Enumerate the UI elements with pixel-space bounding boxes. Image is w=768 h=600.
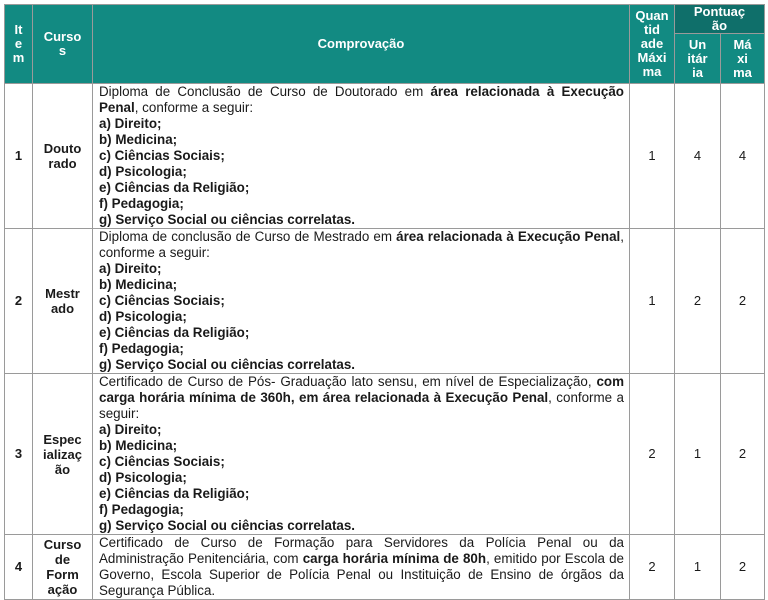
list-item: a) Direito;: [99, 422, 162, 437]
table-body: [5, 84, 765, 600]
row-description: [93, 374, 630, 535]
list-item: d) Psicologia;: [99, 470, 187, 485]
list-item: d) Psicologia;: [99, 309, 187, 324]
list-item: a) Direito;: [99, 116, 162, 131]
header-pontuacao: Pontuaç ão: [675, 5, 765, 34]
list-item: f) Pedagogia;: [99, 502, 184, 517]
desc-intro-tail: , emitido por Escola de Governo, Escola Superior de Polícia Penal ou Instituição de Ensino de órgãos da Segurança Pública.: [99, 551, 624, 598]
list-item: c) Ciências Sociais;: [99, 148, 225, 163]
header-maxima: Má xi ma: [721, 34, 765, 84]
table-row: [5, 374, 765, 535]
row-quantidade: 1: [630, 229, 675, 374]
desc-intro-bold: com carga horária mínima de 360h, em área relacionada à Execução Penal: [99, 374, 624, 405]
row-unitaria: 1: [675, 374, 721, 535]
row-curso: Douto rado: [33, 84, 93, 229]
desc-intro-bold: área relacionada à Execução Penal: [396, 229, 621, 244]
desc-intro-tail: , conforme a seguir:: [99, 229, 625, 260]
header-unitaria: Un itár ia: [675, 34, 721, 84]
desc-intro-tail: , conforme a seguir:: [99, 390, 624, 421]
row-item: 4: [5, 535, 33, 600]
desc-intro-plain: Diploma de conclusão de Curso de Mestrado em: [99, 229, 397, 244]
list-item: e) Ciências da Religião;: [99, 486, 250, 501]
list-item: e) Ciências da Religião;: [99, 180, 250, 195]
header-item: It e m: [5, 5, 33, 84]
row-item: 2: [5, 229, 33, 374]
row-description: [93, 535, 630, 600]
row-unitaria: 1: [675, 535, 721, 600]
row-curso: Mestr ado: [33, 229, 93, 374]
row-maxima: 2: [721, 374, 765, 535]
list-item: b) Medicina;: [99, 277, 178, 292]
header-comprovacao: Comprovação: [93, 5, 630, 84]
header-cursos: Curso s: [33, 5, 93, 84]
row-quantidade: 2: [630, 535, 675, 600]
row-item: 3: [5, 374, 33, 535]
desc-intro-bold: área relacionada à Execução Penal: [99, 84, 624, 115]
desc-intro-plain: Certificado de Curso de Formação para Servidores da Polícia Penal ou da Administração Penitenciária, com: [99, 535, 624, 566]
scoring-table: [4, 4, 765, 600]
list-item: a) Direito;: [99, 261, 162, 276]
row-maxima: 2: [721, 535, 765, 600]
row-description: [93, 229, 630, 374]
header-quantidade-maxima: Quan tid ade Máxi ma: [630, 5, 675, 84]
row-item: 1: [5, 84, 33, 229]
desc-intro-tail: , conforme a seguir:: [134, 100, 254, 115]
row-quantidade: 1: [630, 84, 675, 229]
list-item: b) Medicina;: [99, 132, 178, 147]
list-item: c) Ciências Sociais;: [99, 293, 225, 308]
desc-intro-plain: Certificado de Curso de Pós- Graduação lato sensu, em nível de Especialização,: [99, 374, 597, 389]
row-curso: Espec ializaç ão: [33, 374, 93, 535]
list-item: g) Serviço Social ou ciências correlatas.: [99, 212, 356, 227]
list-item: e) Ciências da Religião;: [99, 325, 250, 340]
row-quantidade: 2: [630, 374, 675, 535]
table-row: [5, 84, 765, 229]
row-unitaria: 2: [675, 229, 721, 374]
row-curso: Curso de Form ação: [33, 535, 93, 600]
row-maxima: 2: [721, 229, 765, 374]
list-item: d) Psicologia;: [99, 164, 187, 179]
list-item: c) Ciências Sociais;: [99, 454, 225, 469]
table-row: [5, 535, 765, 600]
row-unitaria: 4: [675, 84, 721, 229]
list-item: g) Serviço Social ou ciências correlatas.: [99, 357, 356, 372]
list-item: g) Serviço Social ou ciências correlatas.: [99, 518, 356, 533]
row-maxima: 4: [721, 84, 765, 229]
list-item: f) Pedagogia;: [99, 341, 184, 356]
desc-intro-plain: Diploma de Conclusão de Curso de Doutorado em: [99, 84, 431, 99]
table-row: [5, 229, 765, 374]
desc-intro-bold: carga horária mínima de 80h: [302, 551, 487, 566]
row-description: [93, 84, 630, 229]
list-item: b) Medicina;: [99, 438, 178, 453]
list-item: f) Pedagogia;: [99, 196, 184, 211]
